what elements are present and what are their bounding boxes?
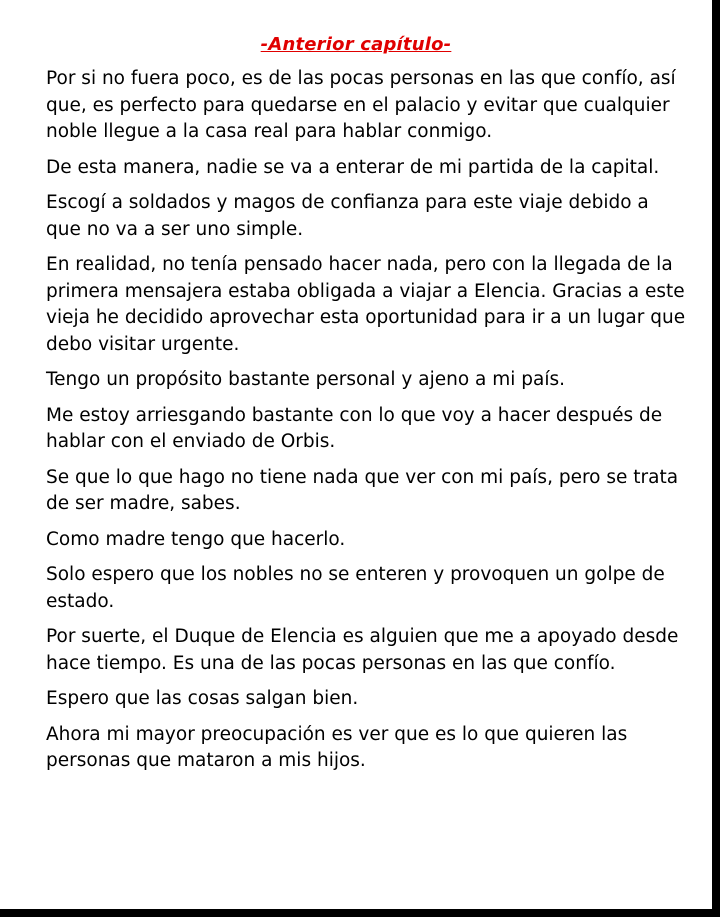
paragraph: Solo espero que los nobles no se enteren y provoquen un golpe de estado. — [46, 564, 665, 612]
paragraph: Me estoy arriesgando bastante con lo que voy a hacer después de hablar con el enviado de Orbis. — [46, 404, 663, 452]
paragraph: Espero que las cosas salgan bien. — [46, 688, 359, 709]
paragraph: Por suerte, el Duque de Elencia es alguien que me a apoyado desde hace tiempo. Es una de las pocas personas en las que confío. — [46, 626, 679, 674]
paragraph: Tengo un propósito bastante personal y ajeno a mi país. — [46, 369, 566, 390]
paragraph: Se que lo que hago no tiene nada que ver con mi país, pero se trata de ser madre, sabes. — [46, 466, 679, 514]
chapter-heading: -Anterior capítulo- — [260, 34, 452, 55]
paragraph: Escogí a soldados y magos de confianza para este viaje debido a que no va a ser uno simple. — [46, 192, 649, 240]
document-body — [46, 66, 686, 784]
paragraph: Ahora mi mayor preocupación es ver que es lo que quieren las personas que mataron a mis hijos. — [46, 723, 628, 771]
paragraph: Por si no fuera poco, es de las pocas personas en las que confío, así que, es perfecto para quedarse en el palacio y evitar que cualquier noble llegue a la casa real para hablar conmigo. — [46, 68, 676, 142]
paragraph: En realidad, no tenía pensado hacer nada, pero con la llegada de la primera mensajera estaba obligada a viajar a Elencia. Gracias a este vieja he decidido aprovechar esta oportunidad para ir a un lugar que debo visitar urgente. — [46, 254, 686, 355]
paragraph: De esta manera, nadie se va a enterar de mi partida de la capital. — [46, 156, 660, 178]
paragraph: Como madre tengo que hacerlo. — [46, 528, 346, 550]
